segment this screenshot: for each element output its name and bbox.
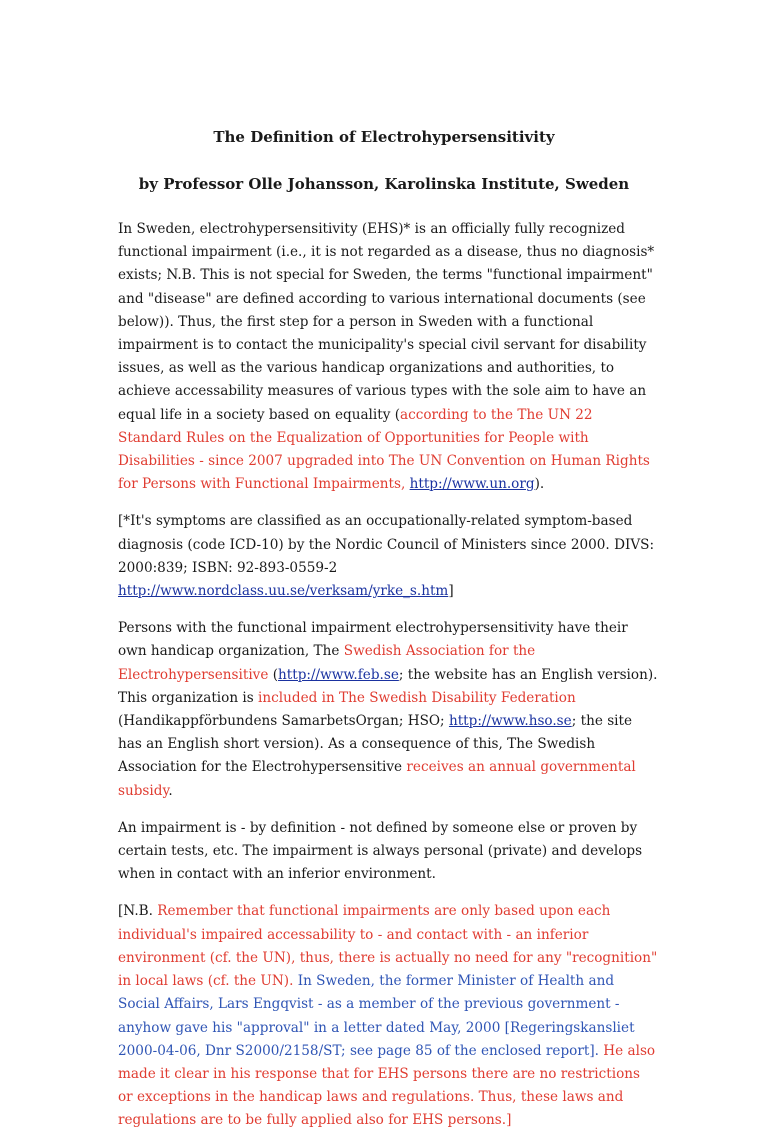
feb-highlight: Swedish Association for the Electrohypersensitive <box>118 643 536 683</box>
text: Persons with the functional impairment electrohypersensitivity have their own handicap organization, The <box>118 620 628 660</box>
text: In Sweden, electrohypersensitivity (EHS)* is an officially fully recognized functional impairment (i.e., it is not regarded as a disease, thus no diagnosis* exists; N.B. This is not special for Sweden, the terms "functional impairment" and "disease" are defined according to various international documents (see below)). Thus, the first step for a person in Sweden with a functional impairment is to contact the municipality's special civil servant for disability issues, as well as the various handicap organizations and authorities, to achieve accessability measures of various types with the sole aim to have an equal life in a society based on equality ( <box>118 221 655 423</box>
text: (Handikappförbundens SamarbetsOrgan; HSO; <box>118 713 449 730</box>
text: ; the website has an English version). This organization is <box>118 666 658 706</box>
text: [*It's symptoms are classified as an occupationally-related symptom-based diagnosis (code ICD-10) by the Nordic Council of Ministers since 2000. DIVS: 2000:839; ISBN: 92-893-0559-2 <box>118 513 655 576</box>
text: [N.B. <box>118 903 158 920</box>
document-title: The Definition of Electrohypersensitivity <box>213 128 555 146</box>
document-body <box>118 218 658 1147</box>
text: ] <box>448 583 454 600</box>
nb-red-text-2: He also made it clear in his response that for EHS persons there are no restrictions or exceptions in the handicap laws and regulations. Thus, these laws and regulations are to be fully applied also for EHS persons.] <box>118 1042 656 1129</box>
paragraph-organization <box>118 617 658 803</box>
paragraph-ehs-recognition <box>118 218 658 496</box>
paragraph-impairment-definition <box>118 817 658 887</box>
document-subtitle: by Professor Olle Johansson, Karolinska Institute, Sweden <box>138 175 630 193</box>
hso-link[interactable]: http://www.hso.se <box>448 713 572 730</box>
subsidy-highlight: receives an annual governmental subsidy <box>118 759 636 799</box>
text: An impairment is - by definition - not defined by someone else or proven by certain tests, etc. The impairment is always personal (private) and develops when in contact with an inferior environment. <box>118 819 643 883</box>
paragraph-nb-note <box>118 900 658 1132</box>
nordclass-link[interactable]: http://www.nordclass.uu.se/verksam/yrke_s.htm <box>118 583 449 600</box>
nb-red-text: Remember that functional impairments are only based upon each individual's impaired accessability to - and contact with - an inferior environment (cf. the UN), thus, there is actually no need for any "recognition" in local laws (cf. the UN). <box>118 903 658 990</box>
un-link[interactable]: http://www.un.org <box>409 476 535 493</box>
feb-link[interactable]: http://www.feb.se <box>278 666 399 683</box>
text: ). <box>534 476 545 493</box>
nb-blue-text: In Sweden, the former Minister of Health and Social Affairs, Lars Engqvist - as a member of the previous government - anyhow gave his "approval" in a letter dated May, 2000 [Regeringskansliet 2000-04-06, Dnr S2000/2158/ST; see page 85 of the enclosed report]. <box>118 973 635 1059</box>
hso-highlight: included in The Swedish Disability Federation <box>258 689 576 706</box>
un-rules-highlight: according to the The UN 22 Standard Rules on the Equalization of Opportunities for People with Disabilities - since 2007 upgraded into The UN Convention on Human Rights for Persons with Functional Impairments, <box>118 406 650 493</box>
paragraph-diagnosis-note <box>118 510 658 603</box>
text: . <box>168 782 173 799</box>
text: ( <box>268 666 279 683</box>
text: ; the site has an English short version). As a consequence of this, The Swedish Association for the Electrohypersensitive <box>118 713 633 776</box>
